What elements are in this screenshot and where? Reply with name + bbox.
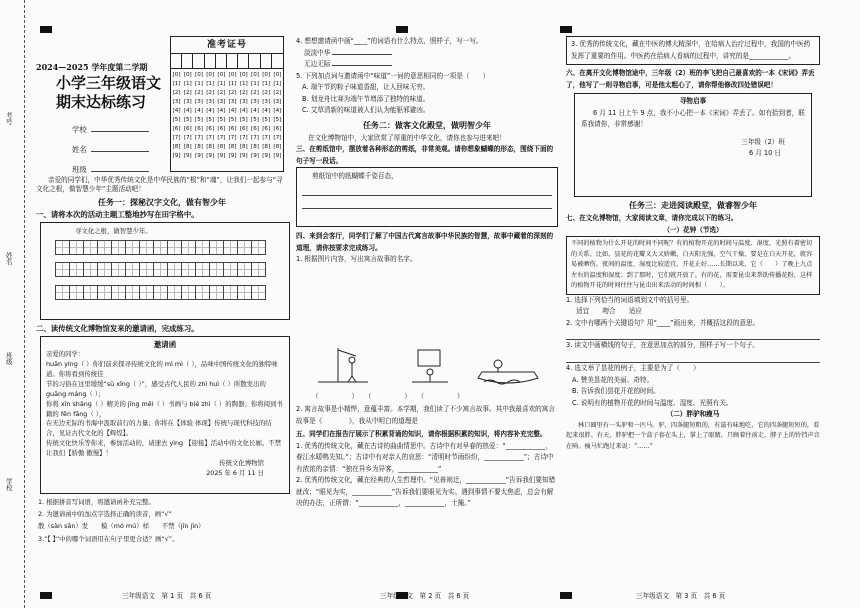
digit-bubble[interactable]: [7] [262,135,271,141]
digit-bubble[interactable]: [6] [206,126,215,132]
question-4: 4. 想想邀请函中画“____”的词语有什么特点，照样子，写一写。 [296,37,483,45]
fable-answer-blanks[interactable]: （ ） （ ） （ ） [312,392,464,400]
q4-example-2: 无边无际 [304,60,331,69]
digit-bubble[interactable]: [1] [206,81,215,87]
fable-picture-2 [412,350,448,382]
tianzi-cell[interactable] [125,285,140,300]
digit-bubble[interactable]: [5] [228,117,237,123]
digit-bubble[interactable]: [3] [217,99,226,105]
digit-bubble[interactable]: [8] [262,144,271,150]
digit-bubble[interactable]: [3] [195,99,203,105]
tianzi-cell[interactable] [139,262,154,277]
digit-bubble[interactable]: [5] [217,117,226,123]
question-5: 5. 下列加点词与邀请函中“味道”一词的意思相同的一项是（ ） [296,71,490,80]
invitation-signature: 传统文化博物馆 [219,459,264,468]
tianzi-cell[interactable] [97,285,112,300]
tianzi-cell[interactable] [251,262,266,277]
notice-date: 6 月 10 日 [748,149,781,158]
digit-bubble[interactable]: [2] [239,90,248,96]
binding-label-class: 班级 [4,352,13,365]
digit-bubble[interactable]: [3] [183,99,192,105]
digit-bubble[interactable]: [4] [183,108,192,114]
tianzi-cell[interactable] [111,240,126,255]
digit-bubble[interactable]: [8] [172,144,181,150]
question-7: 七、在文化博物馆，大家阅读文章，请你完成以下的练习。 [566,214,738,223]
tianzi-cell[interactable] [181,285,196,300]
digit-bubble[interactable]: [5] [206,117,215,123]
task-2-heading: 任务二：做客文化殿堂，做明智少年 [363,120,491,130]
title-line-2: 期末达标练习 [56,92,147,111]
page-footer-1: 三年级语文 第 1 页 共 6 页 [122,592,212,600]
digit-bubble[interactable]: [3] [206,99,215,105]
q2-item-3: 3.“【 】”中的哪个词语用在句子里更合适？画“√”。 [38,534,179,543]
digit-bubble[interactable]: [0] [206,72,215,78]
digit-bubble[interactable]: [1] [195,81,203,87]
digit-bubble[interactable]: [8] [183,144,192,150]
tianzi-cell[interactable] [209,285,224,300]
corner-marker [560,592,572,599]
binding-label-name: 姓名 [4,252,13,265]
school-label: 学校 [72,125,87,134]
tianzi-cell[interactable] [55,285,70,300]
tianzige-row-2[interactable] [55,262,289,280]
digit-bubble[interactable]: [5] [183,117,192,123]
q5-option-a[interactable]: A. 端午节的粽子味道香甜，让人回味无穷。 [302,83,430,92]
question-3c: 3. 优秀的传统文化，藏在中医的博大精深中，在给病人治疗过程中，我国的中医药发挥了重要的作用。中医药在给病人看病的过程中，讲究的是____________。 [566,36,820,65]
question-5b: 五、同学们在报告厅展示了积累背诵的知识，请你根据积累的知识，将内容补充完整。 [296,430,547,439]
digit-bubble[interactable]: [1] [273,81,282,87]
digit-bubble[interactable]: [1] [217,81,226,87]
notice-title: 寻物启事 [679,97,707,106]
invitation-letter [40,336,290,494]
digit-bubble[interactable]: [8] [206,144,215,150]
invitation-body-line: 节的习俗在这里缓缓“sū xǐng（ ）”，感受古代人民的 zhì huì（ ）所散发出的 guāng máng（ ）； [46,379,266,398]
admission-title: 准考证号 [171,37,283,54]
intro-text: 亲爱的同学们，中华优秀传统文化是中华民族的“根”和“魂”，让我们一起参与“寻文化之根，做智慧少年”主题活动吧！ [36,176,283,193]
binding-label-exam-no: 考号 [4,112,13,125]
question-6: 六、在离开文化博物馆途中，三年级（2）班的李飞把自己最喜欢的一本《宋词》弄丢了，他写了一则寻物启事，可是他太粗心了，请你帮他修改四处错误吧！ [566,69,815,89]
digit-bubble[interactable]: [5] [251,117,259,123]
title-line-1: 小学三年级语文 [56,74,162,92]
digit-bubble[interactable]: [6] [273,126,282,132]
digit-bubble[interactable]: [2] [273,90,282,96]
tianzi-cell[interactable] [125,240,140,255]
digit-bubble[interactable]: [2] [251,90,259,96]
digit-bubble[interactable]: [9] [262,153,271,159]
q5b-item-2[interactable]: 2. 优秀的传统文化，藏在经典的人生哲理中。“见善则迁，____________”告诉我们要知错就改；“眼见为实，____________”告诉我们要眼见为实。遇到事情不要太焦虑，总会有解决的办法，正所谓：“____________，____________，土掩。” [296,476,556,508]
column-2 [296,36,558,266]
q4-example-1: 淡淡中华 [304,48,331,57]
invitation-title: 邀请函 [153,340,177,349]
digit-bubble[interactable]: [9] [206,153,215,159]
digit-bubble[interactable]: [3] [273,99,282,105]
tianzi-cell[interactable] [69,285,84,300]
tianzi-cell[interactable] [195,262,210,277]
digit-bubble[interactable]: [9] [183,153,192,159]
digit-bubble[interactable]: [9] [273,153,282,159]
tianzi-cell[interactable] [167,262,182,277]
digit-bubble[interactable]: [6] [172,126,181,132]
invitation-date: 2025 年 6 月 11 日 [206,469,264,478]
question-2: 二、读传统文化博物馆发来的邀请函，完成练习。 [36,324,199,333]
answer-line[interactable] [566,352,820,363]
digit-bubble[interactable]: [7] [273,135,282,141]
answer-line[interactable] [566,329,820,340]
digit-bubble[interactable]: [8] [228,144,237,150]
corner-marker [560,26,572,33]
digit-bubble[interactable]: [1] [183,81,192,87]
digit-bubble[interactable]: [0] [228,72,237,78]
tianzi-cell[interactable] [167,285,182,300]
reading-1-question-1: 1. 选择下列恰当的词语填到文中的括号里。 [566,295,694,304]
digit-bubble[interactable]: [7] [217,135,226,141]
digit-bubble[interactable]: [8] [195,144,203,150]
tianzi-cell[interactable] [223,285,238,300]
tianzi-cell[interactable] [167,240,182,255]
tianzi-cell[interactable] [223,262,238,277]
digit-bubble[interactable]: [6] [262,126,271,132]
corner-marker [396,26,408,33]
digit-bubble[interactable]: [3] [251,99,259,105]
digit-bubble[interactable]: [0] [195,72,203,78]
digit-bubble[interactable]: [0] [273,72,282,78]
digit-bubble[interactable]: [6] [183,126,192,132]
tianzi-cell[interactable] [55,240,70,255]
reading-1-option-c[interactable]: C. 说明有的植物开花的时间与温度、湿度、光照有关。 [572,398,733,407]
digit-bubble[interactable]: [5] [172,117,181,123]
tianzi-cell[interactable] [195,285,210,300]
question-3: 三、在剪纸馆中，摆放着各种形态的剪纸，非常美观。请你想象蝴蝶的形态，围绕下面的句子写一段话。 [296,145,554,165]
column-2-lower [296,404,558,510]
reading-1-option-a[interactable]: A. 赞美昙花的美丽、奇特。 [572,375,654,384]
tianzi-cell[interactable] [153,285,168,300]
digit-bubble[interactable]: [0] [239,72,248,78]
digit-bubble[interactable]: [2] [217,90,226,96]
digit-bubble[interactable]: [7] [228,135,237,141]
digit-bubble[interactable]: [0] [183,72,192,78]
digit-bubble[interactable]: [1] [251,81,259,87]
tianzi-cell[interactable] [97,262,112,277]
tianzi-cell[interactable] [55,262,70,277]
paper-cut-writing-box[interactable] [296,167,558,227]
invitation-body-line: huān yíng（ ）你们前来探寻传统文化的 mì mì（ ），品味中国传统文化的独特味道。你将看到传统佳 [46,359,278,378]
q5b-item-1[interactable]: 1. 优秀的传统文化，藏在古诗的曲曲情思中。古诗中有对早春的热爱：“____________，春江水暖鸭先知。”；古诗中有对亲人的哀思：“清明时节雨纷纷，____________”；古诗中有浓浓的亲情：“独在异乡为异客，____________” [296,441,554,473]
tianzi-cell[interactable] [125,262,140,277]
fable-illustrations [308,338,548,390]
reading-1-title: （一）花钟（节选） [663,225,723,234]
tianzige-row-3[interactable] [55,285,289,303]
digit-bubble[interactable]: [4] [217,108,226,114]
q5-option-c[interactable]: C. 艾草清新的味道被人们认为能驱邪避凶。 [302,106,430,115]
notice-body[interactable]: 6 月 11 日上午 9 点，我不小心把一本《宋词》弄丢了。如有拾到者，联系我请你，非常感谢！ [581,108,805,129]
tianzi-cell[interactable] [83,262,98,277]
reading-1-word-options: 适宜 吻合 适应 [576,307,642,316]
fable-picture-3 [478,360,538,384]
digit-bubble[interactable]: [9] [228,153,237,159]
digit-bubble[interactable]: [5] [239,117,248,123]
invitation-body-line: 你将 xīn shǎng（ ）精美的 jīng měi（ ）书画与 bié zhì（ ）的陶器；你将阅到书籍的 fēn fāng（ ）， [46,399,283,418]
digit-bubble[interactable]: [2] [206,90,215,96]
reading-1-question-3: 3. 读文中画横线的句子，在意思加点的部分，照样子写一个句子。 [566,341,760,350]
digit-bubble[interactable]: [4] [251,108,259,114]
digit-bubble[interactable]: [4] [262,108,271,114]
q2-item-1: 1. 根据拼音写词语，将邀请函补充完整。 [38,498,155,506]
admission-digit-bubbles[interactable] [171,69,283,161]
binding-line [24,0,25,608]
fable-picture-1 [318,348,368,382]
class-label: 班级 [72,165,87,174]
digit-bubble[interactable]: [5] [273,117,282,123]
q2-item-2-options[interactable]: 散（sàn sǎn）发 模（mó mú）样 不禁（jīn jìn） [38,522,205,531]
digit-bubble[interactable]: [5] [195,117,203,123]
corner-marker [40,26,52,33]
digit-bubble[interactable]: [4] [239,108,248,114]
task-2-intro: 在文化博物馆中，大家欣赏了厚重的中华文化，请你也参与进来吧！ [308,133,506,142]
page-title [56,74,161,112]
task-1-heading: 任务一：探秘汉字文化，做有智少年 [98,198,226,207]
tianzi-cell[interactable] [139,285,154,300]
q4b-item-2: 2. 寓言故事是小精悍，意蕴丰富。本学期，我们读了不少寓言故事。其中我最喜欢的寓言故事是《 》，我从中明白的道理是 [296,405,555,425]
digit-bubble[interactable]: [8] [273,144,282,150]
digit-bubble[interactable]: [2] [172,90,181,96]
q4-answer-1[interactable] [332,54,392,55]
digit-bubble[interactable]: [8] [217,144,226,150]
digit-bubble[interactable]: [3] [172,99,181,105]
digit-bubble[interactable]: [7] [239,135,248,141]
digit-bubble[interactable]: [6] [217,126,226,132]
tianzi-cell[interactable] [111,262,126,277]
q4b-item-1: 1. 根据图片内容，写出寓言故事的名字。 [296,255,417,264]
digit-bubble[interactable]: [8] [251,144,259,150]
digit-bubble[interactable]: [4] [172,108,181,114]
q4-answer-2[interactable] [332,65,392,66]
tianzi-cell[interactable] [223,240,238,255]
digit-bubble[interactable]: [6] [195,126,203,132]
digit-bubble[interactable]: [0] [262,72,271,78]
student-info [72,120,149,180]
reading-1-option-b[interactable]: B. 告诉我们昙花开花的时间。 [572,387,660,396]
q2-item-2: 2. 为邀请函中的加点字选择正确的读音，画“√” [38,510,172,519]
reading-1-question-4: 4. 选文举了昙花的例子，主要是为了（ ） [566,363,700,372]
tianzi-cell[interactable] [83,285,98,300]
digit-bubble[interactable]: [6] [228,126,237,132]
digit-bubble[interactable]: [7] [183,135,192,141]
digit-bubble[interactable]: [2] [262,90,271,96]
digit-bubble[interactable]: [8] [239,144,248,150]
reading-1-question-2: 2. 文中有哪两个关键语句？用“____”画出来，并概括这段的意思。 [566,318,760,327]
tianzi-cell[interactable] [195,240,210,255]
digit-bubble[interactable]: [3] [239,99,248,105]
digit-bubble[interactable]: [5] [262,117,271,123]
digit-bubble[interactable]: [1] [228,81,237,87]
tianzi-cell[interactable] [237,240,252,255]
tianzi-cell[interactable] [209,240,224,255]
digit-bubble[interactable]: [3] [228,99,237,105]
question-2-items [38,496,292,545]
tianzi-cell[interactable] [69,262,84,277]
digit-bubble[interactable]: [9] [217,153,226,159]
tianzi-cell[interactable] [153,240,168,255]
page-footer-3: 三年级语文 第 3 页 共 6 页 [636,592,726,600]
digit-bubble[interactable]: [9] [172,153,181,159]
digit-bubble[interactable]: [2] [228,90,237,96]
tianzi-cell[interactable] [237,262,252,277]
admission-number-box [170,36,284,172]
invitation-body-line: 在无边无际的书海中汲取前行的力量；你将在【体验 体现】传统与现代科技的结合，见证古代文化的【辉煌】。 [46,419,272,438]
tianzi-cell[interactable] [69,240,84,255]
tianzige-box [40,222,290,320]
reading-2-title: （二）胖驴和瘦马 [666,410,720,419]
tianzi-cell[interactable] [153,262,168,277]
digit-bubble[interactable]: [4] [228,108,237,114]
digit-bubble[interactable]: [1] [239,81,248,87]
q5-option-b[interactable]: B. 划龙舟比赛为端午节增添了独特的味道。 [302,94,430,103]
invitation-greeting: 亲爱的同学： [46,349,85,358]
digit-bubble[interactable]: [3] [262,99,271,105]
tianzi-cell[interactable] [251,285,266,300]
digit-bubble[interactable]: [6] [239,126,248,132]
tianzi-cell[interactable] [251,240,266,255]
notice-signature: 三年级（2）班 [741,137,785,146]
question-1: 一、请将本次的活动主题工整地抄写在田字格中。 [36,210,199,219]
column-3 [566,36,820,452]
tianzi-cell[interactable] [181,240,196,255]
digit-bubble[interactable]: [4] [195,108,203,114]
tianzi-cell[interactable] [97,240,112,255]
paper-cut-prompt: 剪纸馆中的纸蝴蝶千姿百态， [312,172,398,181]
class-field[interactable] [91,171,149,172]
digit-bubble[interactable]: [0] [217,72,226,78]
reading-1-passage: 不同的植物为什么开花的时间不同呢？有的植物开花的时间与温度、湿度、光照有着密切的关系。比如，昙花的花瓣又大又娇嫩，白天阳光强，空气干燥，要是在白天开花，就容易被晒伤。夜间的温度、湿度比较适宜，开花正好……长期以来，它（ ）了晚上九点左右的温度和湿度；到了那时，它们就开放了。有的花，需要昆虫来帮助传播花粉，这样的植物开花的时间往往与昆虫出来活动的时间相（ ）。 [566,236,820,295]
tianzi-cell[interactable] [237,285,252,300]
digit-bubble[interactable]: [6] [251,126,259,132]
digit-bubble[interactable]: [4] [206,108,215,114]
tianzi-cell[interactable] [111,285,126,300]
tianzi-cell[interactable] [181,262,196,277]
invitation-body-line: 传统文化快乐等你来，参加活动的，请速去 yìng 【迎接】活动中的文化长廊。不禁让我们【骄傲 傲慢】！ [46,439,282,458]
digit-bubble[interactable]: [1] [262,81,271,87]
corner-marker [40,592,52,599]
digit-bubble[interactable]: [0] [172,72,181,78]
digit-bubble[interactable]: [7] [195,135,203,141]
digit-bubble[interactable]: [0] [251,72,259,78]
question-4b: 四、来到会客厅，同学们了解了中国古代寓言故事中华民族的智慧，故事中藏着的深刻的道理，请你按要求完成练习。 [296,232,554,252]
tianzi-cell[interactable] [83,240,98,255]
binding-label-school: 学校 [4,478,13,491]
task-3-heading: 任务三：走进阅读殿堂，做睿智少年 [629,201,757,211]
name-field[interactable] [91,151,149,152]
school-year: 2024—2025 学年度第二学期 [36,62,148,72]
digit-bubble[interactable]: [7] [172,135,181,141]
lost-notice-box [574,93,812,197]
admission-write-row[interactable] [171,54,283,69]
page-footer-2: 三年级语文 第 2 页 共 6 页 [380,592,470,600]
digit-bubble[interactable]: [2] [183,90,192,96]
digit-bubble[interactable]: [4] [273,108,282,114]
school-field[interactable] [91,131,149,132]
digit-bubble[interactable]: [2] [195,90,203,96]
tianzige-row-1[interactable] [55,240,289,258]
digit-bubble[interactable]: [1] [172,81,181,87]
digit-bubble[interactable]: [7] [206,135,215,141]
tianzi-cell[interactable] [139,240,154,255]
tianzi-cell[interactable] [209,262,224,277]
digit-bubble[interactable]: [7] [251,135,259,141]
name-label: 姓名 [72,145,87,154]
digit-bubble[interactable]: [9] [251,153,259,159]
digit-bubble[interactable]: [9] [239,153,248,159]
copy-sample: 寻文化之根，做智慧少年。 [75,227,152,235]
reading-2-passage: 林口圈里有一头驴和一匹马。驴，四条腿短粗的，有滋有味地吃，它的四条腿短短的，看起来很胖。有天，胖驴把一个盒子套在头上，掌上了眼睛，只顾着往前走，脖子上的铃铛声音在响。瘦马忙跑过来说：“……” [566,421,820,450]
digit-bubble[interactable]: [9] [195,153,203,159]
